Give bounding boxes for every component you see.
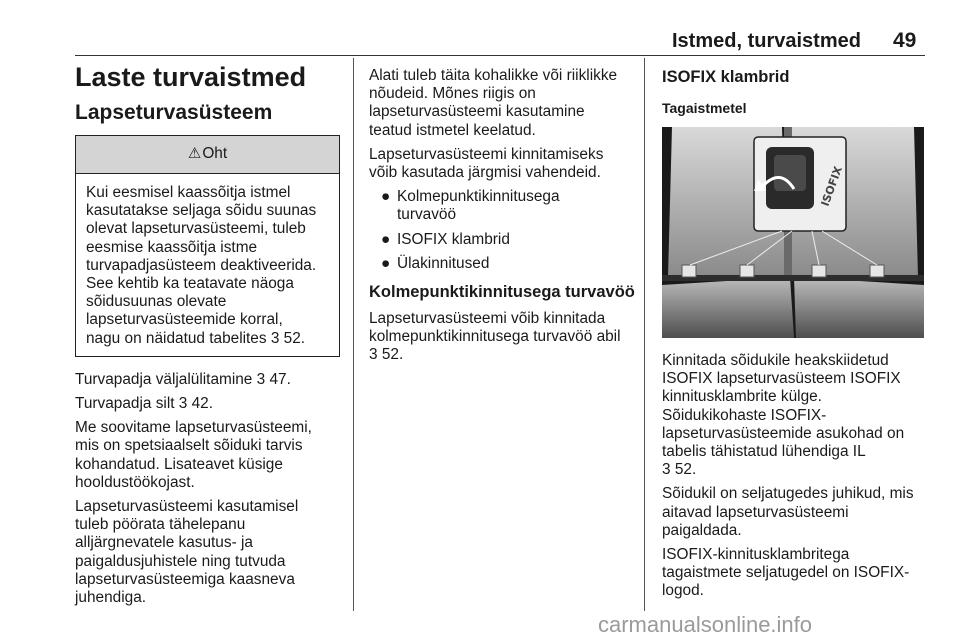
list-item-line: ISOFIX klambrid xyxy=(397,230,510,248)
section-heading: Kolmepunktikinnitusega turvavöö xyxy=(369,283,635,302)
paragraph-line: paigaldada. xyxy=(662,521,742,539)
paragraph-line: juhendiga. xyxy=(75,589,147,607)
page-header-title: Istmed, turvaistmed xyxy=(672,30,861,52)
warning-header xyxy=(76,136,339,174)
paragraph-line: paigaldusjuhistele ning tutvuda xyxy=(75,552,286,570)
paragraph-line: ISOFIX-kinnitusklambritega xyxy=(662,546,850,564)
paragraph xyxy=(369,310,639,365)
paragraph-line: nõudeid. Mõnes riigis on xyxy=(369,85,536,103)
paragraph-line: Alati tuleb täita kohalikke või riiklikke xyxy=(369,67,618,84)
paragraph xyxy=(75,498,340,607)
warning-line: lapseturvasüsteemide korral, xyxy=(86,311,283,329)
paragraph-line: tagaistmete seljatugedel on ISOFIX- xyxy=(662,564,910,582)
isofix-illustration xyxy=(662,127,924,338)
column-middle xyxy=(369,67,639,371)
paragraph-line: lapseturvasüsteemiga kaasneva xyxy=(75,570,295,588)
paragraph-line: 3 52. xyxy=(662,461,697,479)
list-item xyxy=(369,188,639,224)
isofix-label: ISOFIX xyxy=(818,164,846,209)
paragraph xyxy=(662,352,930,479)
list-item-line: Kolmepunktikinnitusega xyxy=(397,188,560,206)
page-number: 49 xyxy=(893,29,917,52)
paragraph-line: alljärgnevatele kasutus- ja xyxy=(75,534,253,552)
paragraph-line: Me soovitame lapseturvasüsteemi, xyxy=(75,419,312,437)
paragraph-line: kohandatud. Lisateavet küsige xyxy=(75,455,283,473)
paragraph-line: tuleb pöörata tähelepanu xyxy=(75,516,246,534)
warning-line: Kui eesmisel kaassõitja istmel xyxy=(86,184,291,201)
paragraph-line: Lapseturvasüsteemi kasutamisel xyxy=(75,498,299,516)
header-rule xyxy=(75,55,925,56)
rear-seat-isofix-icon xyxy=(662,127,924,338)
section-subheading: Tagaistmetel xyxy=(662,100,747,116)
warning-triangle-icon: ⚠ xyxy=(187,145,202,163)
paragraph-line: Sõidukikohaste ISOFIX- xyxy=(662,406,827,424)
paragraph-line: logod. xyxy=(662,582,704,600)
column-divider xyxy=(644,58,645,611)
paragraph-line: Kinnitada sõidukile heakskiidetud xyxy=(662,352,889,369)
paragraph-line: Sõidukil on seljatugedes juhikud, mis xyxy=(662,485,914,503)
cross-reference: Turvapadja silt 3 42. xyxy=(75,395,214,413)
paragraph-line: aitavad lapseturvasüsteemi xyxy=(662,503,849,521)
list-item xyxy=(369,231,639,249)
column-right xyxy=(662,66,930,117)
list-item xyxy=(369,255,639,273)
section-heading: Laste turvaistmed xyxy=(75,62,307,92)
list-item-line: Ülakinnitused xyxy=(397,254,490,272)
paragraph-line: hooldustöökojast. xyxy=(75,473,195,491)
paragraph xyxy=(662,546,930,601)
warning-line: sõidusuunas olevate xyxy=(86,293,227,311)
column-right-text xyxy=(662,352,930,607)
paragraph-line: lapseturvasüsteemi kasutamine xyxy=(369,103,585,121)
warning-box xyxy=(75,135,340,357)
paragraph xyxy=(369,67,639,140)
warning-body xyxy=(76,174,339,356)
paragraph-line: 3 52. xyxy=(369,346,404,364)
paragraph-line: lapseturvasüsteemide asukohad on xyxy=(662,424,905,442)
bullet-icon: ● xyxy=(381,230,391,248)
paragraph-line: võib kasutada järgmisi vahendeid. xyxy=(369,164,601,182)
section-heading: ISOFIX klambrid xyxy=(662,68,790,86)
paragraph-line: tabelis tähistatud lühendiga IL xyxy=(662,443,866,461)
section-subheading: Lapseturvasüsteem xyxy=(75,101,273,124)
paragraph xyxy=(369,146,639,182)
paragraph-line: ISOFIX lapseturvasüsteem ISOFIX xyxy=(662,370,901,388)
warning-line: kasutatakse seljaga sõidu suunas xyxy=(86,202,317,220)
warning-line: olevat lapseturvasüsteemi, tuleb xyxy=(86,220,306,238)
paragraph-line: Lapseturvasüsteemi võib kinnitada xyxy=(369,310,606,328)
list-item-line: turvavöö xyxy=(397,206,457,224)
paragraph xyxy=(662,485,930,540)
warning-line: See kehtib ka teatavate näoga xyxy=(86,275,294,293)
paragraph-line: kolmepunktikinnitusega turvavöö abil xyxy=(369,328,621,346)
cross-reference: Turvapadja väljalülitamine 3 47. xyxy=(75,370,291,388)
paragraph-line: teatud istmetel keelatud. xyxy=(369,121,536,139)
bullet-icon: ● xyxy=(381,254,391,272)
paragraph-line: mis on spetsiaalselt sõiduki tarvis xyxy=(75,437,303,455)
paragraph-line: kinnitusklambrite külge. xyxy=(662,388,822,406)
watermark: carmanualsonline.info xyxy=(598,612,813,637)
warning-line: turvapadjasüsteem deaktiveerida. xyxy=(86,256,317,274)
paragraph xyxy=(75,419,340,492)
bullet-icon: ● xyxy=(381,188,391,206)
column-left xyxy=(75,62,340,613)
bullet-list xyxy=(369,188,639,273)
warning-line: nagu on näidatud tabelites 3 52. xyxy=(86,329,306,347)
warning-line: eesmise kaassõitja istme xyxy=(86,238,258,256)
column-divider xyxy=(353,58,354,611)
paragraph-line: Lapseturvasüsteemi kinnitamiseks xyxy=(369,145,604,163)
warning-label: Oht xyxy=(202,145,228,163)
